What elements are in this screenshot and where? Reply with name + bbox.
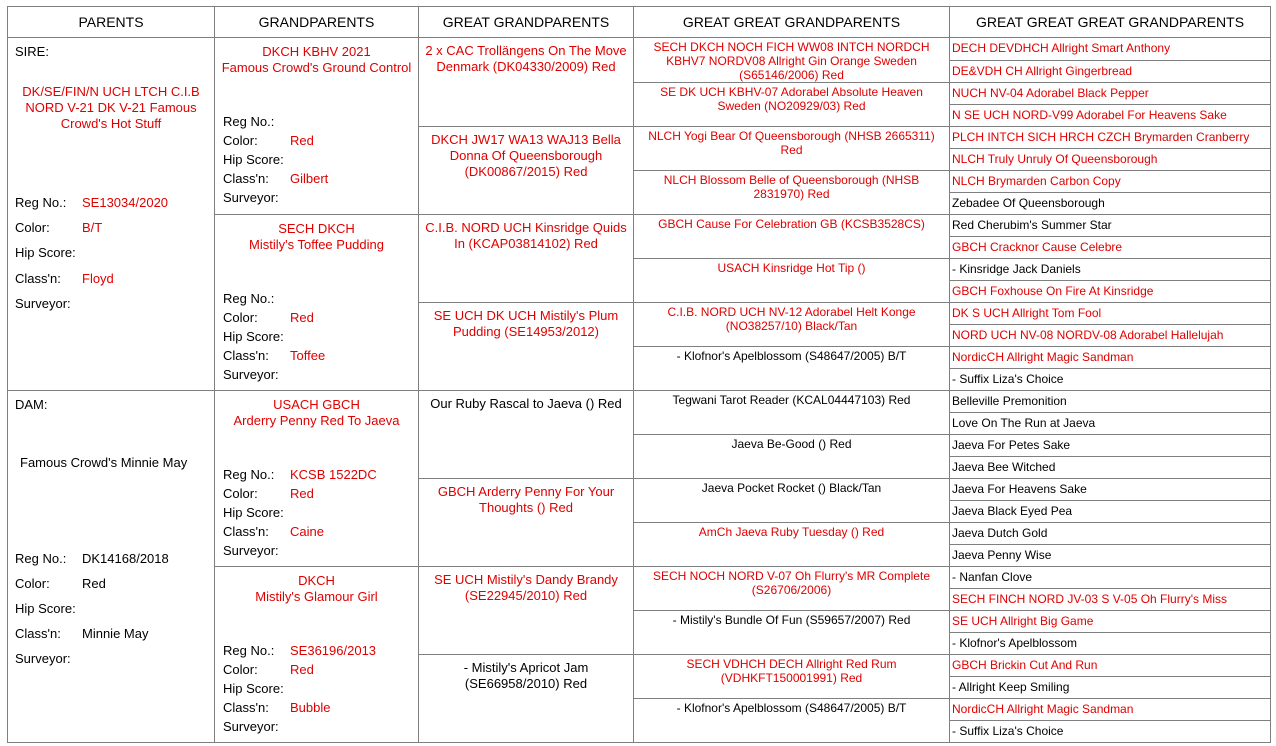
class-label: Class'n: [223, 348, 269, 363]
gp-reg-row [223, 291, 413, 306]
ggg-grandparent-cell[interactable]: Zebadee Of Queensborough [950, 193, 1271, 215]
gp-class-row [223, 171, 413, 186]
gp-reg-value: KCSB 1522DC [290, 467, 377, 482]
class-label: Class'n: [223, 700, 269, 715]
gp-reg-row [223, 114, 413, 129]
sire-hip-row [15, 245, 215, 260]
dam-color-value: Red [82, 576, 106, 591]
great-grandparent-cell[interactable]: SE UCH DK UCH Mistily's Plum Pudding (SE14953/2012) [419, 303, 634, 391]
surveyor-label: Surveyor: [223, 190, 279, 205]
gp-reg-row [223, 643, 413, 658]
great-great-grandparent-cell[interactable]: SE DK UCH KBHV-07 Adorabel Absolute Heaven Sweden (NO20929/03) Red [634, 83, 950, 127]
ggg-grandparent-cell[interactable]: NordicCH Allright Magic Sandman [950, 347, 1271, 369]
hip-label: Hip Score: [223, 152, 284, 167]
gp-class-row [223, 700, 413, 715]
sire-cell [8, 38, 215, 391]
gp-color-value: Red [290, 662, 314, 677]
color-label: Color: [15, 220, 50, 235]
gp-class-value: Caine [290, 524, 324, 539]
class-label: Class'n: [223, 524, 269, 539]
grandparent-title: SECH DKCH [278, 221, 355, 236]
great-great-grandparent-cell[interactable]: NLCH Blossom Belle of Queensborough (NHSB 2831970) Red [634, 171, 950, 215]
gp-class-row [223, 348, 413, 363]
dam-class-row [15, 626, 215, 641]
dam-reg-value: DK14168/2018 [82, 551, 169, 566]
ggg-grandparent-cell[interactable]: Jaeva For Heavens Sake [950, 479, 1271, 501]
class-label: Class'n: [15, 626, 61, 641]
grandparent-title-name: Famous Crowd's Ground Control [221, 60, 412, 75]
ggg-grandparent-cell[interactable]: - Klofnor's Apelblossom [950, 633, 1271, 655]
gp-reg-row [223, 467, 413, 482]
gp-hip-row [223, 329, 413, 344]
great-great-grandparent-cell[interactable]: Jaeva Pocket Rocket () Black/Tan [634, 479, 950, 523]
grandparent-cell [215, 215, 419, 391]
ggg-grandparent-cell[interactable]: Jaeva Black Eyed Pea [950, 501, 1271, 523]
reg-label: Reg No.: [15, 195, 67, 210]
dam-class-value: Minnie May [82, 626, 149, 641]
sire-color-row [15, 220, 215, 235]
gp-surveyor-row [223, 190, 413, 205]
ggg-grandparent-cell[interactable]: - Suffix Liza's Choice [950, 721, 1271, 743]
pedigree-table [7, 6, 1271, 743]
great-great-grandparent-cell[interactable]: SECH VDHCH DECH Allright Red Rum (VDHKFT150001991) Red [634, 655, 950, 699]
ggg-grandparent-cell[interactable]: NordicCH Allright Magic Sandman [950, 699, 1271, 721]
great-great-grandparent-cell[interactable]: - Mistily's Bundle Of Fun (S59657/2007) Red [634, 611, 950, 655]
great-great-grandparent-cell[interactable]: Tegwani Tarot Reader (KCAL04447103) Red [634, 391, 950, 435]
great-great-grandparent-cell[interactable]: Jaeva Be-Good () Red [634, 435, 950, 479]
ggg-grandparent-cell[interactable]: N SE UCH NORD-V99 Adorabel For Heavens Sake [950, 105, 1271, 127]
ggg-grandparent-cell[interactable]: GBCH Foxhouse On Fire At Kinsridge [950, 281, 1271, 303]
ggg-grandparent-cell[interactable]: PLCH INTCH SICH HRCH CZCH Brymarden Cranberry [950, 127, 1271, 149]
great-great-grandparent-cell[interactable]: GBCH Cause For Celebration GB (KCSB3528CS) [634, 215, 950, 259]
header-great-grandparents: GREAT GRANDPARENTS [419, 7, 634, 38]
dam-reg-row [15, 551, 215, 566]
surveyor-label: Surveyor: [223, 367, 279, 382]
sire-surveyor-row [15, 296, 215, 311]
ggg-grandparent-cell[interactable]: Belleville Premonition [950, 391, 1271, 413]
reg-label: Reg No.: [15, 551, 67, 566]
great-great-grandparent-cell[interactable]: - Klofnor's Apelblossom (S48647/2005) B/T [634, 699, 950, 743]
gp-color-value: Red [290, 486, 314, 501]
hip-label: Hip Score: [15, 601, 76, 616]
color-label: Color: [15, 576, 50, 591]
dam-surveyor-row [15, 651, 215, 666]
grandparent-name[interactable] [218, 573, 415, 605]
reg-label: Reg No.: [223, 643, 275, 658]
hip-label: Hip Score: [223, 505, 284, 520]
great-great-grandparent-cell[interactable]: SECH NOCH NORD V-07 Oh Flurry's MR Complete (S26706/2006) [634, 567, 950, 611]
surveyor-label: Surveyor: [223, 719, 279, 734]
ggg-grandparent-cell[interactable]: SE UCH Allright Big Game [950, 611, 1271, 633]
great-great-grandparent-cell[interactable]: AmCh Jaeva Ruby Tuesday () Red [634, 523, 950, 567]
gp-hip-row [223, 681, 413, 696]
ggg-grandparent-cell[interactable]: DK S UCH Allright Tom Fool [950, 303, 1271, 325]
color-label: Color: [223, 310, 258, 325]
gp-color-value: Red [290, 310, 314, 325]
great-grandparent-cell[interactable]: GBCH Arderry Penny For Your Thoughts () Red [419, 479, 634, 567]
great-great-grandparent-cell[interactable]: NLCH Yogi Bear Of Queensborough (NHSB 2665311) Red [634, 127, 950, 171]
gp-class-value: Toffee [290, 348, 326, 363]
hip-label: Hip Score: [223, 329, 284, 344]
color-label: Color: [223, 133, 258, 148]
grandparent-name[interactable] [218, 221, 415, 253]
ggg-grandparent-cell[interactable]: GBCH Brickin Cut And Run [950, 655, 1271, 677]
grandparent-title-name: Mistily's Toffee Pudding [249, 237, 384, 252]
ggg-grandparent-cell[interactable]: NLCH Truly Unruly Of Queensborough [950, 149, 1271, 171]
ggg-grandparent-cell[interactable]: Jaeva Penny Wise [950, 545, 1271, 567]
surveyor-label: Surveyor: [15, 296, 71, 311]
surveyor-label: Surveyor: [15, 651, 71, 666]
dam-name[interactable]: Famous Crowd's Minnie May [20, 455, 188, 470]
ggg-grandparent-cell[interactable]: - Allright Keep Smiling [950, 677, 1271, 699]
ggg-grandparent-cell[interactable]: NLCH Brymarden Carbon Copy [950, 171, 1271, 193]
class-label: Class'n: [15, 271, 61, 286]
ggg-grandparent-cell[interactable]: Jaeva Bee Witched [950, 457, 1271, 479]
ggg-grandparent-cell[interactable]: Love On The Run at Jaeva [950, 413, 1271, 435]
gp-color-row [223, 133, 413, 148]
grandparent-title: DKCH KBHV 2021 [262, 44, 371, 59]
color-label: Color: [223, 662, 258, 677]
gp-reg-value: SE36196/2013 [290, 643, 377, 658]
ggg-grandparent-cell[interactable]: NUCH NV-04 Adorabel Black Pepper [950, 83, 1271, 105]
great-grandparent-cell[interactable]: C.I.B. NORD UCH Kinsridge Quids In (KCAP03814102) Red [419, 215, 634, 303]
hip-label: Hip Score: [15, 245, 76, 260]
great-great-grandparent-cell[interactable]: - Klofnor's Apelblossom (S48647/2005) B/T [634, 347, 950, 391]
great-grandparent-cell[interactable]: Our Ruby Rascal to Jaeva () Red [419, 391, 634, 479]
sire-name[interactable]: DK/SE/FIN/N UCH LTCH C.I.B NORD V-21 DK V-21 Famous Crowd's Hot Stuff [22, 84, 200, 131]
hip-label: Hip Score: [223, 681, 284, 696]
sire-label: SIRE: [15, 44, 49, 59]
grandparent-title-name: Arderry Penny Red To Jaeva [233, 413, 400, 428]
header-great-great-grandparents: GREAT GREAT GRANDPARENTS [634, 7, 950, 38]
ggg-grandparent-cell[interactable]: Jaeva Dutch Gold [950, 523, 1271, 545]
gp-color-value: Red [290, 133, 314, 148]
ggg-grandparent-cell[interactable]: DECH DEVDHCH Allright Smart Anthony [950, 38, 1271, 61]
sire-class-row [15, 271, 215, 286]
reg-label: Reg No.: [223, 291, 275, 306]
gp-class-row [223, 524, 413, 539]
gp-color-row [223, 310, 413, 325]
grandparent-cell [215, 38, 419, 215]
dam-label: DAM: [15, 397, 48, 412]
ggg-grandparent-cell[interactable]: SECH FINCH NORD JV-03 S V-05 Oh Flurry's Miss [950, 589, 1271, 611]
color-label: Color: [223, 486, 258, 501]
grandparent-title: USACH GBCH [273, 397, 360, 412]
header-row [8, 7, 1271, 38]
grandparent-cell [215, 391, 419, 567]
gp-class-value: Bubble [290, 700, 331, 715]
gp-surveyor-row [223, 719, 413, 734]
surveyor-label: Surveyor: [223, 543, 279, 558]
gp-surveyor-row [223, 543, 413, 558]
ggg-grandparent-cell[interactable]: Jaeva For Petes Sake [950, 435, 1271, 457]
great-grandparent-cell[interactable]: DKCH JW17 WA13 WAJ13 Bella Donna Of Queensborough (DK00867/2015) Red [419, 127, 634, 215]
dam-cell [8, 391, 215, 743]
ggg-grandparent-cell[interactable]: - Kinsridge Jack Daniels [950, 259, 1271, 281]
ggg-grandparent-cell[interactable]: GBCH Cracknor Cause Celebre [950, 237, 1271, 259]
great-great-grandparent-cell[interactable]: USACH Kinsridge Hot Tip () [634, 259, 950, 303]
sire-reg-row [15, 195, 215, 210]
grandparent-title: DKCH [298, 573, 335, 588]
ggg-grandparent-cell[interactable]: - Suffix Liza's Choice [950, 369, 1271, 391]
grandparent-cell [215, 567, 419, 743]
gp-color-row [223, 486, 413, 501]
class-label: Class'n: [223, 171, 269, 186]
gp-hip-row [223, 152, 413, 167]
great-grandparent-cell[interactable]: 2 x CAC Trollängens On The Move Denmark (DK04330/2009) Red [419, 38, 634, 127]
great-great-grandparent-cell[interactable]: C.I.B. NORD UCH NV-12 Adorabel Helt Konge (NO38257/10) Black/Tan [634, 303, 950, 347]
reg-label: Reg No.: [223, 114, 275, 129]
grandparent-name[interactable] [218, 397, 415, 429]
ggg-grandparent-cell[interactable]: NORD UCH NV-08 NORDV-08 Adorabel Hallelujah [950, 325, 1271, 347]
great-grandparent-cell[interactable]: - Mistily's Apricot Jam (SE66958/2010) Red [419, 655, 634, 743]
gp-class-value: Gilbert [290, 171, 329, 186]
ggg-grandparent-cell[interactable]: DE&VDH CH Allright Gingerbread [950, 60, 1271, 83]
ggg-grandparent-cell[interactable]: Red Cherubim's Summer Star [950, 215, 1271, 237]
great-grandparent-cell[interactable]: SE UCH Mistily's Dandy Brandy (SE22945/2010) Red [419, 567, 634, 655]
gp-surveyor-row [223, 367, 413, 382]
ggg-grandparent-cell[interactable]: - Nanfan Clove [950, 567, 1271, 589]
sire-class-value: Floyd [82, 271, 114, 286]
grandparent-title-name: Mistily's Glamour Girl [255, 589, 378, 604]
gp-color-row [223, 662, 413, 677]
dam-hip-row [15, 601, 215, 616]
gp-hip-row [223, 505, 413, 520]
dam-color-row [15, 576, 215, 591]
grandparent-name[interactable] [218, 44, 415, 76]
header-parents: PARENTS [8, 7, 215, 38]
header-great-great-great-grandparents: GREAT GREAT GREAT GRANDPARENTS [950, 7, 1271, 38]
sire-color-value: B/T [82, 220, 103, 235]
sire-reg-value: SE13034/2020 [82, 195, 169, 210]
reg-label: Reg No.: [223, 467, 275, 482]
great-great-grandparent-cell[interactable]: SECH DKCH NOCH FICH WW08 INTCH NORDCH KBHV7 NORDV08 Allright Gin Orange Sweden (S65146/2006) Red [634, 38, 950, 83]
header-grandparents: GRANDPARENTS [215, 7, 419, 38]
